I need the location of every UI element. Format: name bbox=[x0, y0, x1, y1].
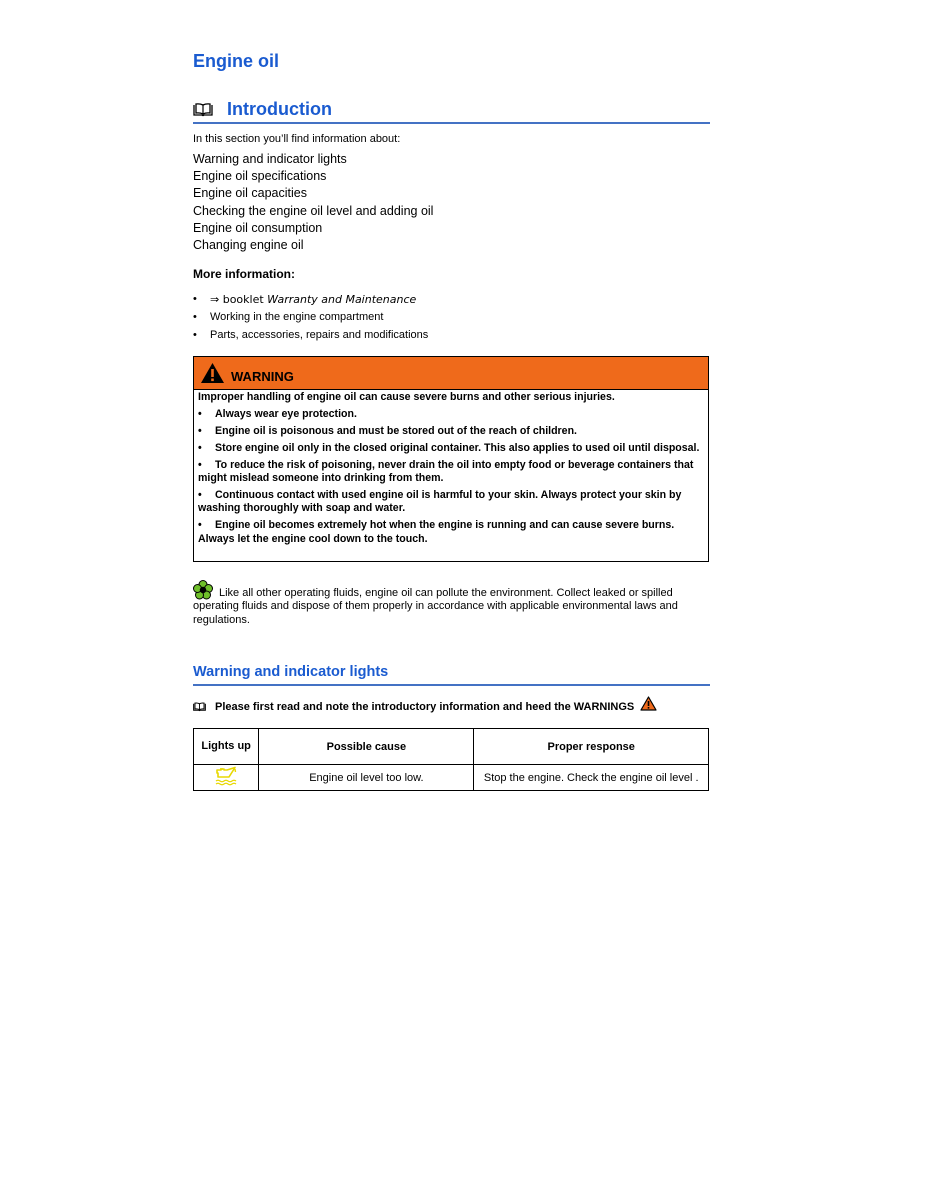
section-title: Introduction bbox=[227, 99, 332, 119]
topic-link[interactable]: Changing engine oil bbox=[193, 238, 304, 253]
oil-can-indicator-icon bbox=[214, 766, 238, 786]
book-icon bbox=[193, 103, 213, 117]
page-title: Engine oil bbox=[193, 51, 280, 71]
warning-body bbox=[198, 391, 704, 550]
warning-item: • Always wear eye protection. bbox=[198, 407, 357, 420]
topic-link[interactable]: Engine oil consumption bbox=[193, 220, 323, 235]
warning-triangle-icon[interactable] bbox=[640, 696, 657, 711]
proper-response-cell: Stop the engine. Check the engine oil level . bbox=[474, 765, 709, 791]
table-header-row bbox=[194, 729, 709, 765]
environment-flower-icon bbox=[193, 580, 213, 600]
environment-text: Like all other operating fluids, engine oil can pollute the environment. Collect leaked or spilled operating fluids and dispose of them properly in accordance with applicable environmental laws and regulations. bbox=[193, 587, 678, 626]
booklet-ref: ⇒ booklet bbox=[210, 293, 268, 306]
indicator-lights-table bbox=[193, 728, 709, 791]
column-header-possible-cause: Possible cause bbox=[259, 729, 474, 765]
book-icon bbox=[193, 702, 206, 712]
list-item[interactable]: • Parts, accessories, repairs and modifications bbox=[193, 327, 428, 344]
warning-label: WARNING bbox=[231, 369, 294, 384]
column-header-lights-up: Lights up bbox=[194, 729, 259, 765]
warning-item: • Engine oil is poisonous and must be stored out of the reach of children. bbox=[198, 424, 577, 437]
read-note-text: Please first read and note the introductory information and heed the WARNINGS bbox=[215, 701, 635, 713]
warning-item: • Continuous contact with used engine oil is harmful to your skin. Always protect your skin by washing thoroughly with soap and water. bbox=[198, 488, 682, 515]
warning-lead: Improper handling of engine oil can cause severe burns and other serious injuries. bbox=[198, 391, 615, 403]
warning-triangle-icon bbox=[200, 362, 225, 384]
possible-cause-cell: Engine oil level too low. bbox=[259, 765, 474, 791]
read-note bbox=[193, 696, 657, 713]
lights-up-cell bbox=[194, 765, 259, 791]
environment-note bbox=[193, 580, 710, 627]
topic-link[interactable]: Engine oil capacities bbox=[193, 186, 307, 201]
lights-heading bbox=[193, 663, 710, 686]
list-item[interactable]: • Working in the engine compartment bbox=[193, 309, 428, 326]
booklet-title: Warranty and Maintenance bbox=[267, 293, 417, 306]
topic-link[interactable]: Engine oil specifications bbox=[193, 169, 327, 184]
warning-item: • Store engine oil only in the closed original container. This also applies to used oil until disposal. bbox=[198, 441, 700, 454]
column-header-proper-response: Proper response bbox=[474, 729, 709, 765]
topic-list bbox=[193, 151, 433, 254]
warning-box bbox=[193, 356, 709, 562]
warning-item: • Engine oil becomes extremely hot when the engine is running and can cause severe burns. Always let the engine cool down to the touch. bbox=[198, 519, 675, 545]
lights-section-title: Warning and indicator lights bbox=[193, 664, 389, 680]
warning-item: • To reduce the risk of poisoning, never drain the oil into empty food or beverage containers that might mislead someone into drinking from them. bbox=[198, 458, 694, 485]
topic-link[interactable]: Warning and indicator lights bbox=[193, 152, 347, 166]
list-item[interactable] bbox=[193, 291, 428, 309]
intro-text: In this section you’ll find information about: bbox=[193, 133, 401, 145]
topic-link[interactable]: Checking the engine oil level and adding oil bbox=[193, 203, 434, 218]
more-info-heading: More information: bbox=[193, 267, 295, 281]
more-info-list bbox=[193, 291, 428, 344]
table-row bbox=[194, 765, 709, 791]
warning-header bbox=[194, 357, 708, 390]
introduction-heading bbox=[193, 98, 710, 124]
